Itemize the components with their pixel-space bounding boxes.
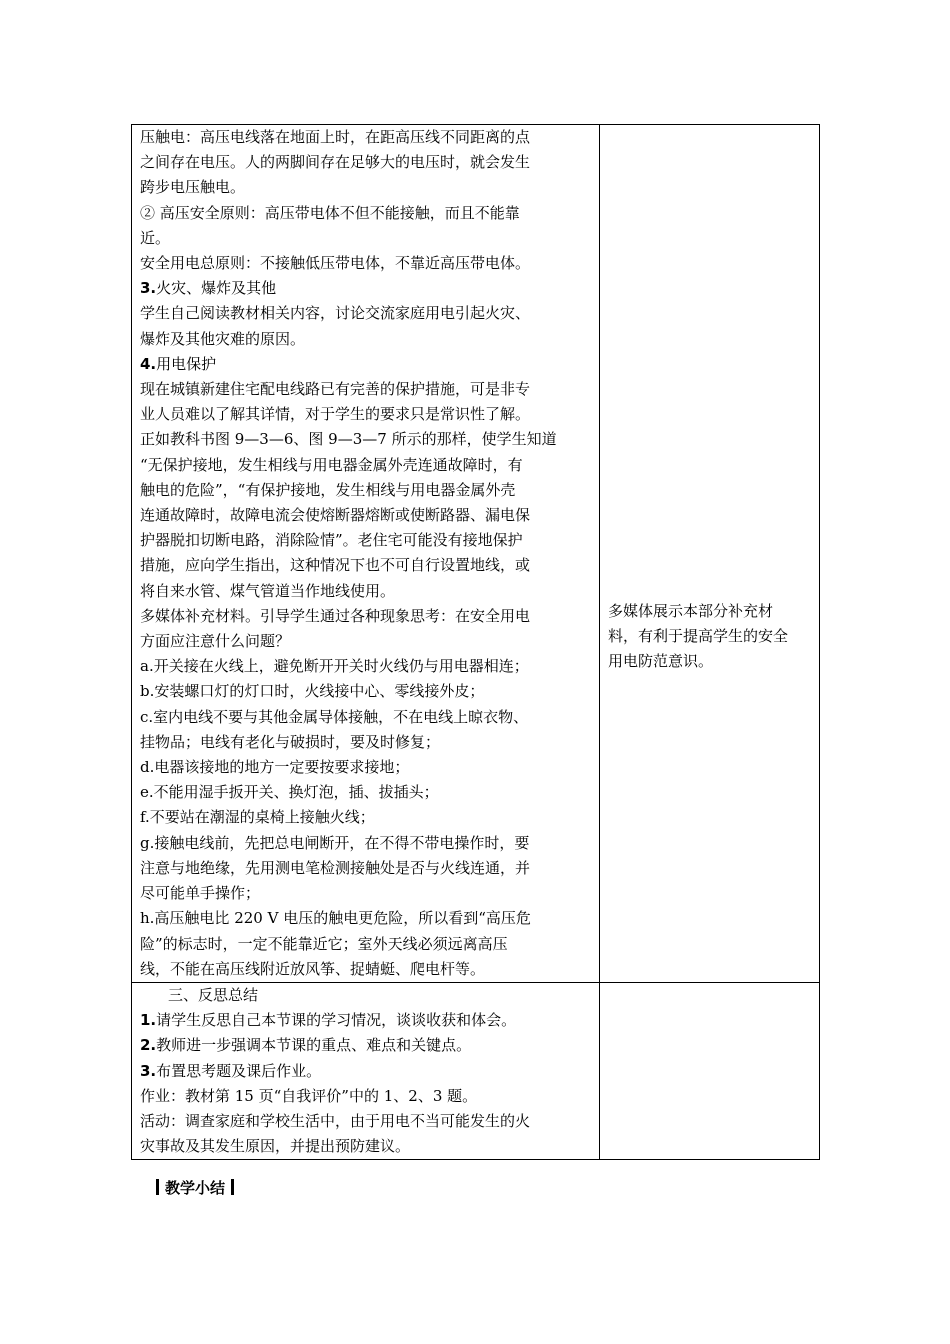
line-text: b.安装螺口灯的灯口时，火线接中心、零线接外皮； [140,682,485,701]
teaching-summary-heading [150,1177,240,1198]
text-line [140,301,591,326]
line-text: ② 高压安全原则：高压带电体不但不能接触，而且不能靠 [140,203,520,222]
line-text: 护器脱扣切断电路，消除险情”。老住宅可能没有接地保护 [140,531,523,550]
line-text: 将自来水管、煤气管道当作地线使用。 [140,581,396,600]
text-line [140,1008,591,1033]
left-bar-icon [156,1179,159,1195]
line-text: 连通故障时，故障电流会使熔断器熔断或使断路器、漏电保 [140,506,531,525]
line-text: 挂物品；电线有老化与破损时，要及时修复； [140,732,441,751]
line-text: 压触电：高压电线落在地面上时，在距高压线不同距离的点 [140,128,531,146]
text-line [140,957,591,982]
line-text: 作业：教材第 15 页“自我评价”中的 1、2、3 题。 [140,1086,478,1105]
line-text: 业人员难以了解其详情，对于学生的要求只是常识性了解。 [140,405,531,424]
text-line: 用电防范意识。 [608,652,714,671]
line-text: g.接触电线前，先把总电闸断开，在不得不带电操作时，要 [140,833,530,852]
line-text: 之间存在电压。人的两脚间存在足够大的电压时，就会发生 [140,153,531,172]
item-number: 3. [140,1061,157,1080]
line-text: 险”的标志时，一定不能靠近它；室外天线必须远离高压 [140,934,508,953]
text-line: 多媒体展示本部分补充材 [608,602,774,620]
text-line [140,805,591,830]
line-text: 学生自己阅读教材相关内容，讨论交流家庭用电引起火灾、 [140,304,531,323]
line-text: 注意与地绝缘，先用测电笔检测接触处是否与火线连通，并 [140,858,531,877]
lesson-table [131,124,820,1160]
line-text: 线，不能在高压线附近放风筝、捉蜻蜓、爬电杆等。 [140,959,486,978]
text-line [140,679,591,704]
line-text: e.不能用湿手扳开关、换灯泡，插、拔插头； [140,783,439,802]
text-line [140,654,591,679]
line-text: 现在城镇新建住宅配电线路已有完善的保护措施，可是非专 [140,380,531,399]
text-line [140,402,591,427]
text-line [140,453,591,478]
text-line [140,478,591,503]
text-line [140,201,591,226]
line-text: d.电器该接地的地方一定要按要求接地； [140,758,410,777]
line-text: 近。 [140,228,171,247]
notes-cell-process [600,125,820,983]
line-text: 活动：调查家庭和学校生活中，由于用电不当可能发生的火 [140,1111,531,1130]
text-line [140,427,591,452]
text-line [140,175,591,200]
line-text: 灾事故及其发生原因，并提出预防建议。 [140,1137,411,1156]
text-line [140,327,591,352]
text-line [140,705,591,730]
item-number: 4. [140,354,157,373]
section-heading: 三、反思总结 [168,985,259,1004]
text-line [140,1084,591,1109]
line-text: 措施，应向学生指出，这种情况下也不可自行设置地线，或 [140,556,531,575]
line-text: 触电的危险”，“有保护接地，发生相线与用电器金属外壳 [140,480,516,499]
text-line [140,730,591,755]
text-line [140,503,591,528]
line-text: h.高压触电比 220 V 电压的触电更危险，所以看到“高压危 [140,909,531,928]
text-line [140,1033,591,1058]
line-text: 教师进一步强调本节课的重点、难点和关键点。 [156,1036,472,1055]
summary-title: 教学小结 [165,1179,226,1197]
line-text: 用电保护 [156,354,217,373]
line-text: 多媒体补充材料。引导学生通过各种现象思考：在安全用电 [140,606,531,625]
line-text: 正如教科书图 9—3—6、图 9—3—7 所示的那样，使学生知道 [140,430,557,449]
text-line [140,780,591,805]
text-line [140,932,591,957]
text-line [140,352,591,377]
text-line [140,226,591,251]
text-line [140,125,591,150]
line-text: 安全用电总原则：不接触低压带电体，不靠近高压带电体。 [140,254,531,273]
line-text: 爆炸及其他灾难的原因。 [140,329,306,348]
right-bar-icon [231,1179,234,1195]
line-text: 布置思考题及课后作业。 [156,1061,322,1080]
item-number: 2. [140,1036,157,1055]
line-text: 请学生反思自己本节课的学习情况，谈谈收获和体会。 [156,1011,517,1030]
line-text: 跨步电压触电。 [140,178,246,197]
item-number: 3. [140,279,157,298]
text-line [140,1134,591,1159]
text-line [140,528,591,553]
text-line [140,150,591,175]
notes-cell-reflection [600,982,820,1159]
text-line [140,553,591,578]
text-line [140,831,591,856]
table-row [132,982,820,1159]
text-line [140,251,591,276]
line-text: 火灾、爆炸及其他 [156,279,277,298]
text-line [140,377,591,402]
text-line [140,906,591,931]
item-number: 1. [140,1011,157,1030]
line-text: c.室内电线不要与其他金属导体接触，不在电线上晾衣物、 [140,707,529,726]
text-line [140,629,591,654]
text-line [140,1059,591,1084]
content-cell-reflection [132,982,600,1159]
text-line [140,579,591,604]
table-row [132,125,820,983]
line-text: 尽可能单手操作； [140,884,261,903]
line-text: 方面应注意什么问题？ [140,632,291,651]
design-intent-note [608,125,811,675]
line-text: “无保护接地，发生相线与用电器金属外壳连通故障时，有 [140,455,523,474]
text-line [140,604,591,629]
text-line: 料，有利于提高学生的安全 [608,627,789,646]
text-line [140,276,591,301]
content-cell-process [132,125,600,983]
text-line [140,755,591,780]
line-text: a.开关接在火线上，避免断开开关时火线仍与用电器相连； [140,657,529,676]
line-text: f.不要站在潮湿的桌椅上接触火线； [140,808,375,827]
text-line [140,1109,591,1134]
text-line [140,881,591,906]
text-line [140,856,591,881]
